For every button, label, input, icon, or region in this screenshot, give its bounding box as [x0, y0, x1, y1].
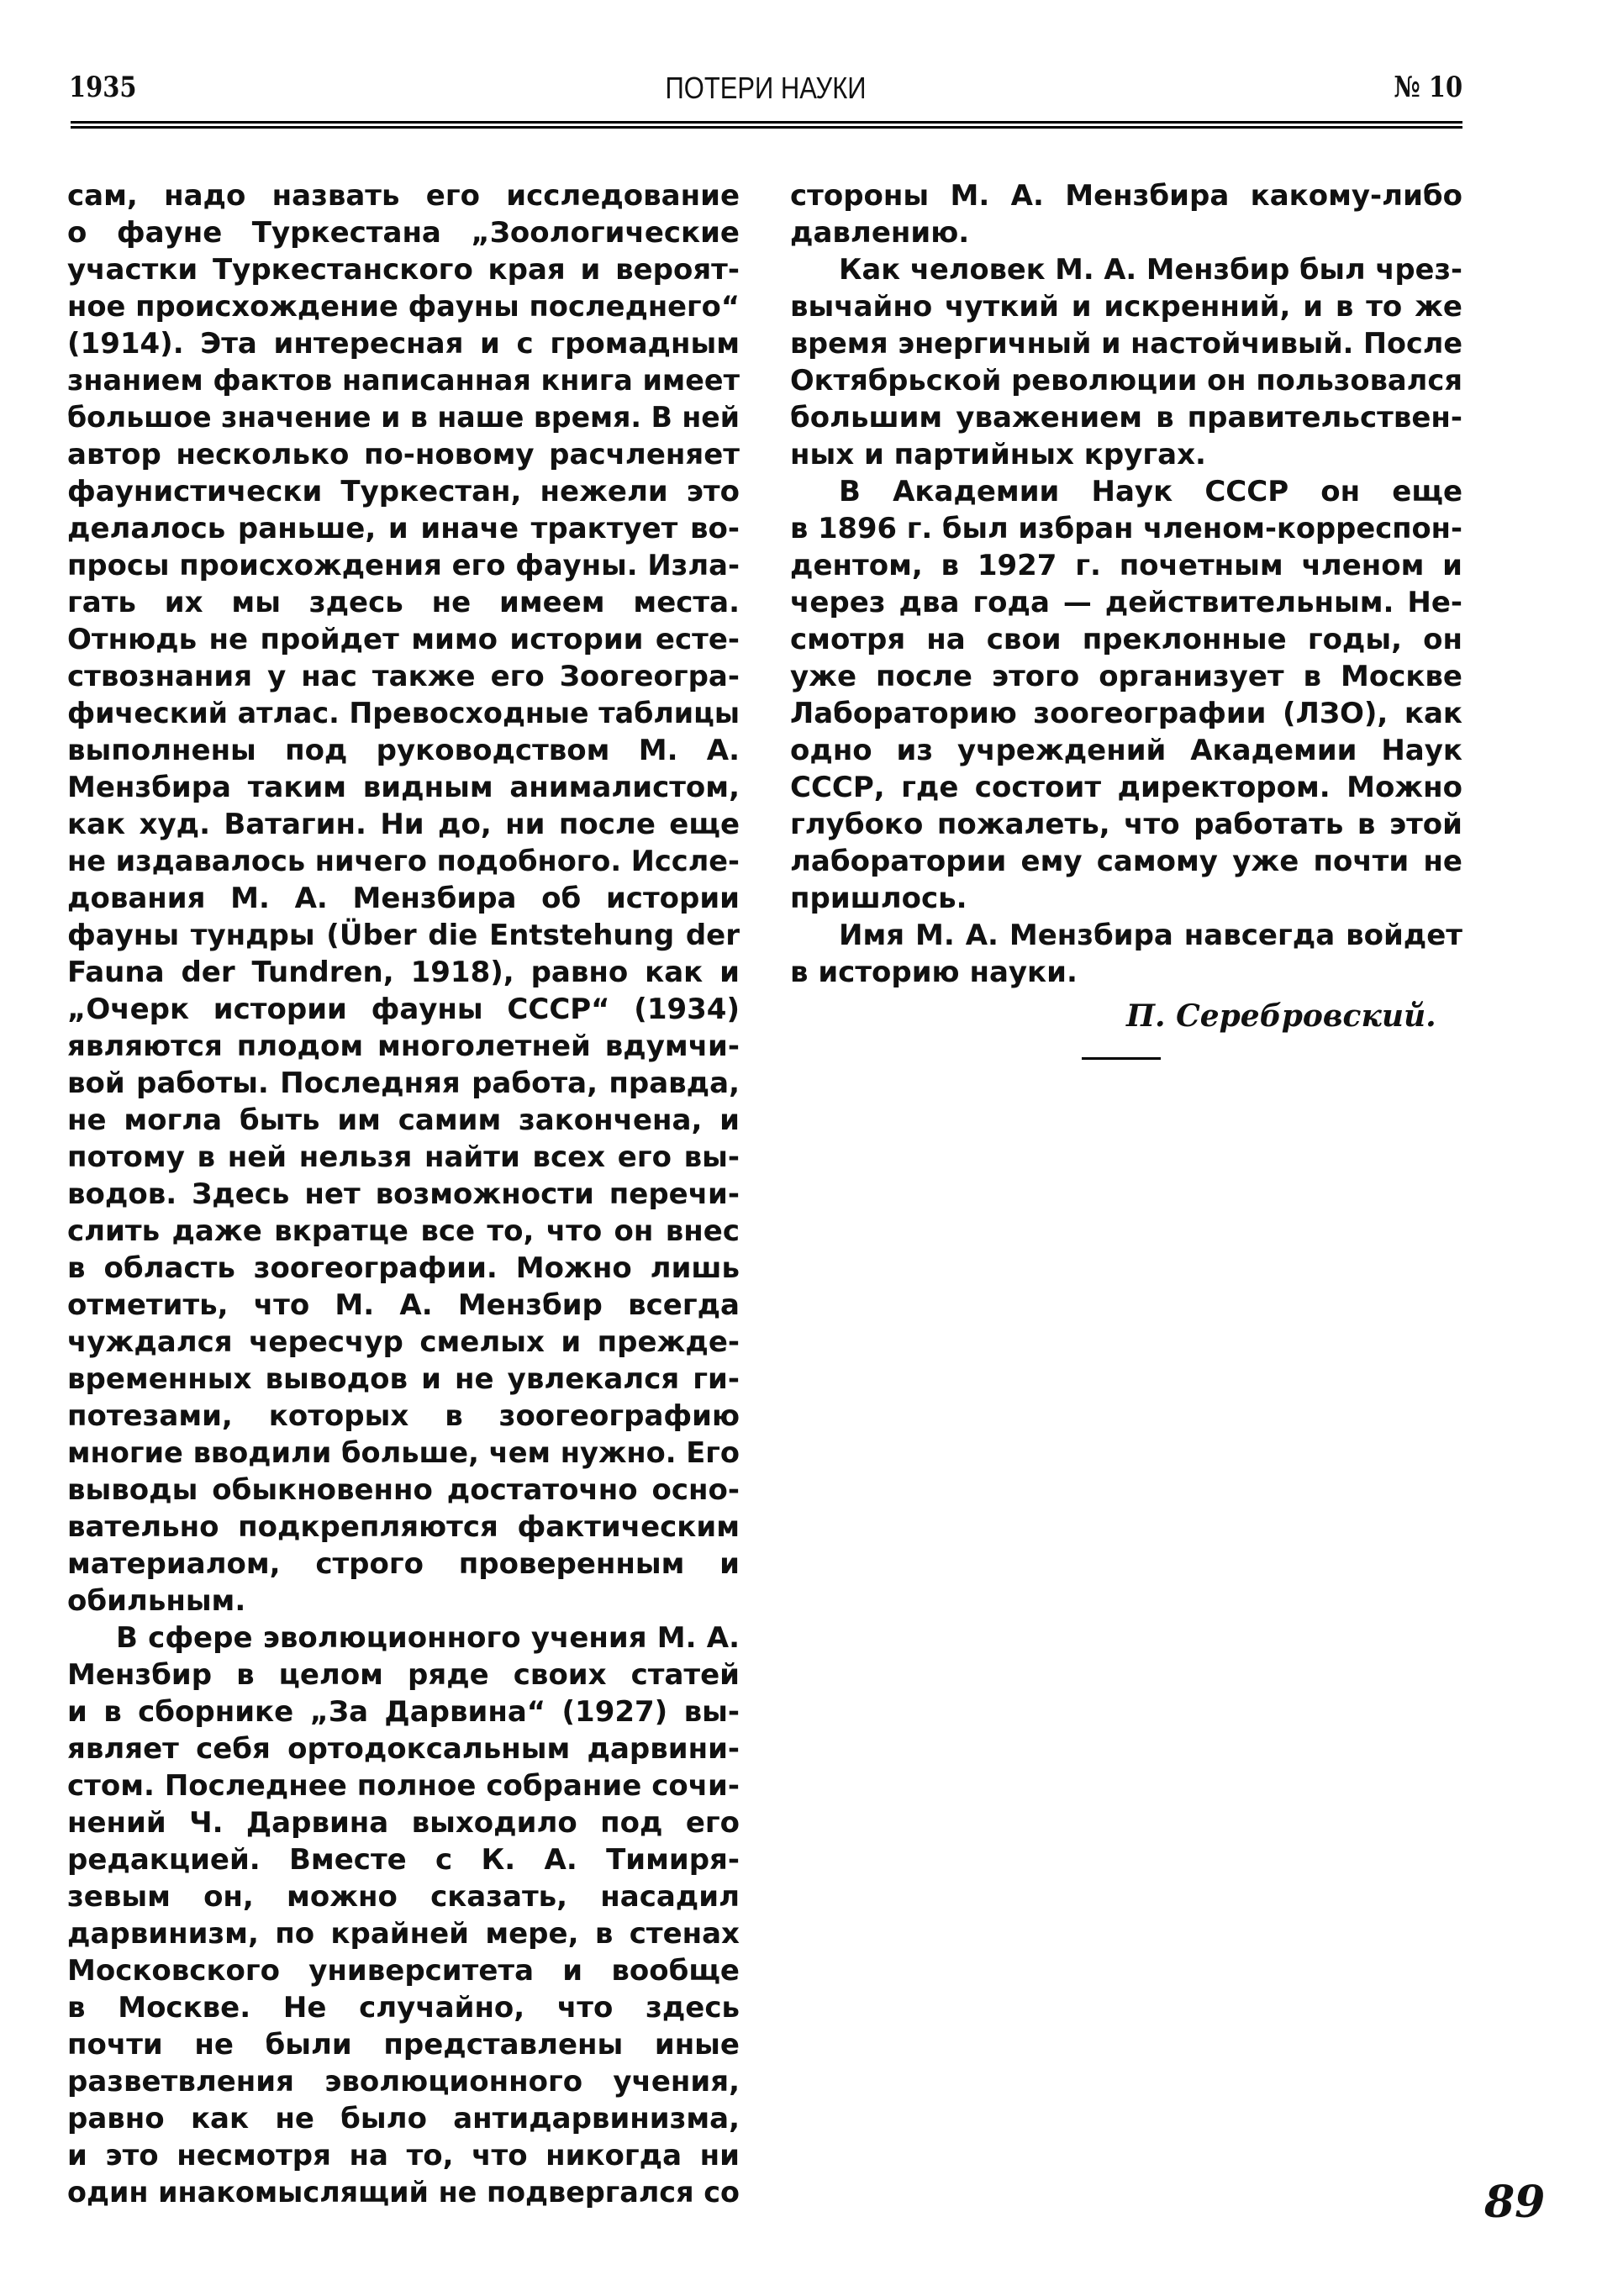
running-head-year: 1935: [69, 71, 137, 104]
text-line: большое значение и в наше время. В ней: [67, 401, 740, 434]
text-line: вой работы. Последняя работа, правда,: [67, 1066, 740, 1100]
text-line: лаборатории ему самому уже почти не: [790, 845, 1462, 878]
text-line: равно как не было антидарвинизма,: [67, 2102, 740, 2135]
text-line: потому в ней нельзя найти всех его вы-: [67, 1140, 740, 1174]
text-line: и в сборнике „За Дарвина“ (1927) вы-: [67, 1695, 740, 1729]
text-line: один инакомыслящий не подвергался со: [67, 2176, 740, 2209]
text-line: В Академии Наук СССР он еще: [839, 475, 1462, 508]
text-line: не издавалось ничего подобного. Иссле-: [67, 845, 740, 878]
text-line: отметить, что М. А. Мензбир всегда: [67, 1288, 740, 1322]
text-column-left: [67, 177, 740, 2211]
text-line: СССР, где состоит директором. Можно: [790, 771, 1462, 804]
text-line: фический атлас. Превосходные таблицы: [67, 697, 740, 730]
text-line: слить даже вкратце все то, что он внес: [67, 1214, 740, 1248]
text-line: ствознания у нас также его Зоогеогра-: [67, 660, 740, 693]
text-line: выполнены под руководством М. А.: [67, 734, 740, 767]
text-line: автор несколько по-новому расчленяет: [67, 438, 740, 471]
text-line: фауны тундры (Über die Entstehung der: [67, 919, 740, 952]
text-line: глубоко пожалеть, что работать в этой: [790, 808, 1462, 841]
text-line: о фауне Туркестана „Зоологические: [67, 216, 740, 250]
text-line: редакцией. Вместе с К. А. Тимиря-: [67, 1843, 740, 1877]
text-line: уже после этого организует в Москве: [790, 660, 1462, 693]
text-line: и это несмотря на то, что никогда ни: [67, 2139, 740, 2172]
text-line: пришлось.: [790, 882, 967, 915]
text-line: Московского университета и вообще: [67, 1954, 740, 1988]
text-line: в область зоогеографии. Можно лишь: [67, 1251, 740, 1285]
text-line: фаунистически Туркестан, нежели это: [67, 475, 740, 508]
running-head-issue: № 10: [1394, 71, 1462, 104]
text-line: дования М. А. Мензбира об истории: [67, 882, 740, 915]
text-line: нений Ч. Дарвина выходило под его: [67, 1806, 740, 1840]
text-line: потезами, которых в зоогеографию: [67, 1399, 740, 1433]
text-line: вычайно чуткий и искренний, и в то же: [790, 290, 1462, 324]
text-line: Мензбир в целом ряде своих статей: [67, 1658, 740, 1692]
text-line: гать их мы здесь не имеем места.: [67, 586, 740, 619]
text-line: (1914). Эта интересная и с громадным: [67, 327, 740, 361]
text-line: смотря на свои преклонные годы, он: [790, 623, 1462, 656]
text-line: стом. Последнее полное собрание сочи-: [67, 1769, 740, 1803]
text-line: Fauna der Tundren, 1918), равно как и: [67, 956, 740, 989]
text-line: давлению.: [790, 216, 970, 250]
text-line: вательно подкрепляются фактическим: [67, 1510, 740, 1544]
text-line: дарвинизм, по крайней мере, в стенах: [67, 1917, 740, 1951]
text-line: выводы обыкновенно достаточно осно-: [67, 1473, 740, 1507]
header-rule-thin: [71, 126, 1462, 129]
text-line: Лабораторию зоогеографии (ЛЗО), как: [790, 697, 1462, 730]
text-line: знанием фактов написанная книга имеет: [67, 364, 740, 398]
text-line: временных выводов и не увлекался ги-: [67, 1362, 740, 1396]
text-line: просы происхождения его фауны. Изла-: [67, 549, 740, 582]
text-line: „Очерк истории фауны СССР“ (1934): [67, 993, 740, 1026]
text-line: зевым он, можно сказать, насадил: [67, 1880, 740, 1914]
text-line: стороны М. А. Мензбира какому-либо: [790, 179, 1462, 213]
article-end-rule: [1082, 1057, 1161, 1060]
text-line: Отнюдь не пройдет мимо истории есте-: [67, 623, 740, 656]
text-line: участки Туркестанского края и вероят-: [67, 253, 740, 287]
text-line: одно из учреждений Академии Наук: [790, 734, 1462, 767]
text-line: являет себя ортодоксальным дарвини-: [67, 1732, 740, 1766]
text-line: многие вводили больше, чем нужно. Его: [67, 1436, 740, 1470]
text-line: большим уважением в правительствен-: [790, 401, 1462, 434]
running-head: [69, 71, 1462, 108]
text-line: чуждался чересчур смелых и прежде-: [67, 1325, 740, 1359]
text-line: в Москве. Не случайно, что здесь: [67, 1991, 740, 2025]
text-line: Имя М. А. Мензбира навсегда войдет: [839, 919, 1462, 952]
text-line: дентом, в 1927 г. почетным членом и: [790, 549, 1462, 582]
text-line: почти не были представлены иные: [67, 2028, 740, 2062]
running-head-title: ПОТЕРИ НАУКИ: [665, 71, 867, 105]
text-line: водов. Здесь нет возможности перечи-: [67, 1177, 740, 1211]
author-signature: П. Серебровский.: [1126, 998, 1436, 1034]
header-double-rule: [71, 121, 1462, 129]
text-line: Мензбира таким видным анималистом,: [67, 771, 740, 804]
text-line: через два года — действительным. Не-: [790, 586, 1462, 619]
text-line: Октябрьской революции он пользовался: [790, 364, 1462, 398]
text-line: обильным.: [67, 1584, 246, 1618]
text-line: ных и партийных кругах.: [790, 438, 1206, 471]
text-line: В сфере эволюционного учения М. А.: [116, 1621, 740, 1655]
text-line: являются плодом многолетней вдумчи-: [67, 1030, 740, 1063]
text-column-right: [790, 177, 1462, 991]
text-line: делалось раньше, и иначе трактует во-: [67, 512, 740, 545]
text-line: в 1896 г. был избран членом-корреспон-: [790, 512, 1462, 545]
text-line: не могла быть им самим закончена, и: [67, 1103, 740, 1137]
text-line: время энергичный и настойчивый. После: [790, 327, 1462, 361]
header-rule-thick: [71, 121, 1462, 124]
text-line: сам, надо назвать его исследование: [67, 179, 740, 213]
text-line: Как человек М. А. Мензбир был чрез-: [839, 253, 1462, 287]
text-line: разветвления эволюционного учения,: [67, 2065, 740, 2099]
page-number: 89: [1484, 2177, 1546, 2228]
text-line: как худ. Ватагин. Ни до, ни после еще: [67, 808, 740, 841]
text-line: в историю науки.: [790, 956, 1078, 989]
text-line: материалом, строго проверенным и: [67, 1547, 740, 1581]
text-line: ное происхождение фауны последнего“: [67, 290, 740, 324]
